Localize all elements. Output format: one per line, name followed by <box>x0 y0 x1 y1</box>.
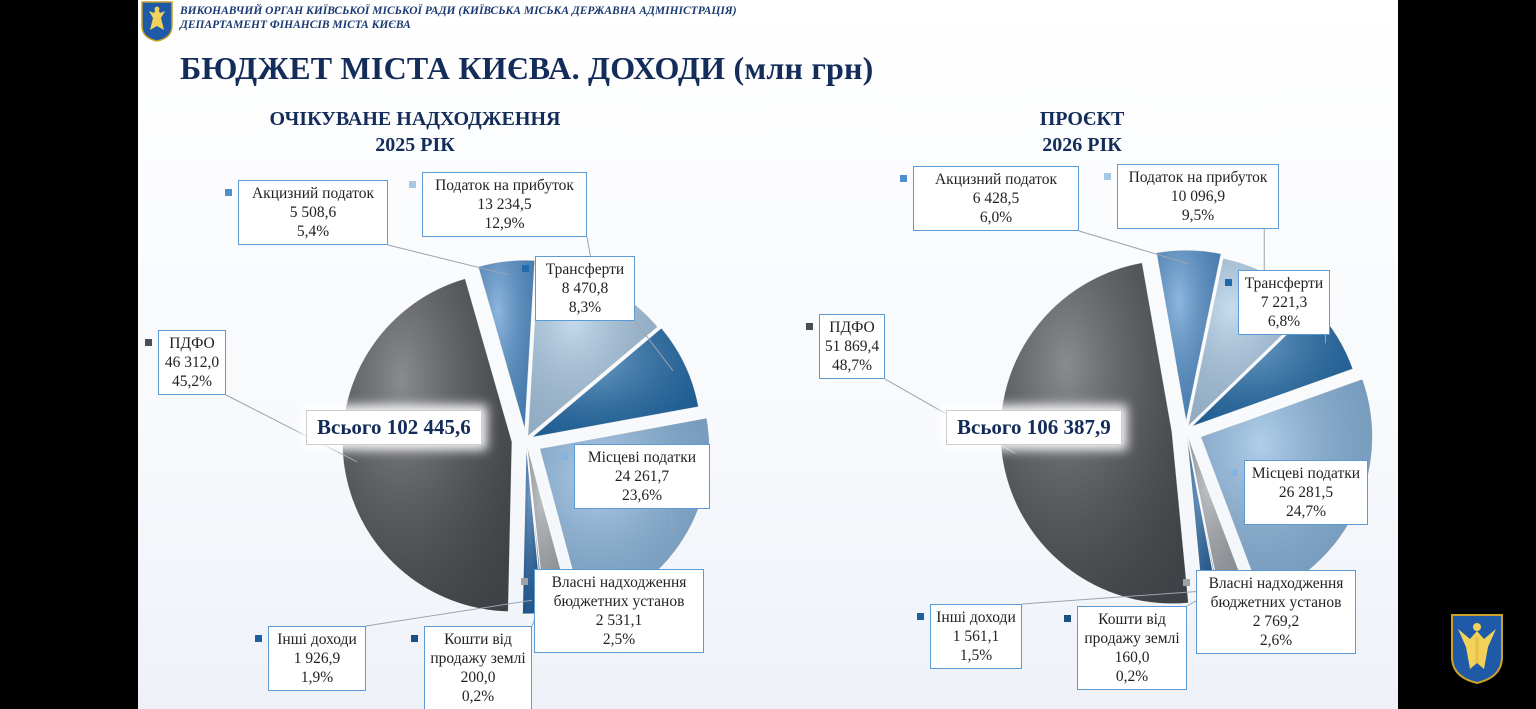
data-label-kosty <box>424 626 532 709</box>
slice-name: ПДФО <box>829 319 875 336</box>
slice-percent: 2,6% <box>1259 632 1293 649</box>
slice-name: Трансферти <box>1244 275 1324 292</box>
kyiv-archangel-emblem-icon <box>1450 613 1504 685</box>
slice-percent: 12,9% <box>484 215 525 232</box>
data-label-inshi <box>930 604 1022 669</box>
data-label-misceviy <box>574 444 710 509</box>
slice-percent: 0,2% <box>1115 668 1149 685</box>
slice-percent: 9,5% <box>1181 207 1215 224</box>
legend-marker-misceviy <box>1231 469 1238 476</box>
legend-marker-akcyz <box>225 189 232 196</box>
legend-marker-pdfo <box>806 323 813 330</box>
data-label-pdfo <box>158 330 226 395</box>
slice-value: 46 312,0 <box>164 354 220 371</box>
slice-name: Місцеві податки <box>1251 465 1361 482</box>
budget-slide <box>138 0 1398 709</box>
slice-name: Власні надходження бюджетних установ <box>1208 575 1344 611</box>
legend-marker-kosty <box>411 635 418 642</box>
slice-percent: 23,6% <box>621 487 663 504</box>
slice-value: 10 096,9 <box>1170 188 1226 205</box>
slice-value: 2 531,1 <box>595 612 643 629</box>
slice-value: 26 281,5 <box>1278 484 1334 501</box>
data-label-misceviy <box>1244 460 1368 525</box>
slice-percent: 1,9% <box>300 669 334 686</box>
legend-marker-vlasni <box>521 578 528 585</box>
header-org-line: ВИКОНАВЧИЙ ОРГАН КИЇВСЬКОЇ МІСЬКОЇ РАДИ (КИЇВСЬКА МІСЬКА ДЕРЖАВНА АДМІНІСТРАЦІЯ) <box>180 5 737 17</box>
data-label-inshi <box>268 626 366 691</box>
slice-name: Інші доходи <box>277 631 357 648</box>
total-label: Всього 106 387,9 <box>946 410 1122 445</box>
slice-value: 13 234,5 <box>477 196 532 213</box>
data-label-akcyz <box>913 166 1079 231</box>
data-label-pdfo <box>819 314 885 379</box>
chart-2026-title-line2: 2026 РІК <box>1042 134 1122 156</box>
legend-marker-inshi <box>255 635 262 642</box>
chart-2025-title-line1: ОЧІКУВАНЕ НАДХОДЖЕННЯ <box>269 108 561 130</box>
chart-2025-title-line2: 2025 РІК <box>375 134 455 156</box>
total-label: Всього 102 445,6 <box>306 410 482 445</box>
slice-value: 7 221,3 <box>1260 294 1308 311</box>
slice-percent: 5,4% <box>296 223 330 240</box>
slice-percent: 6,0% <box>979 209 1013 226</box>
data-label-prybutok <box>1117 164 1279 229</box>
slice-percent: 2,5% <box>602 631 636 648</box>
slice-value: 1 926,9 <box>293 650 341 667</box>
slice-value: 24 261,7 <box>614 468 670 485</box>
slice-name: Акцизний податок <box>934 171 1057 188</box>
pie-slice-shade-pdfo <box>342 278 512 611</box>
slice-value: 160,0 <box>1114 649 1150 666</box>
slice-name: Власні надходження бюджетних установ <box>551 574 687 610</box>
slice-name: Кошти від продажу землі <box>1084 611 1180 647</box>
slice-value: 5 508,6 <box>289 204 337 221</box>
slice-name: Податок на прибуток <box>435 177 574 194</box>
slice-name: Кошти від продажу землі <box>430 631 526 667</box>
data-label-vlasni <box>1196 570 1356 654</box>
data-label-transfery <box>1238 270 1330 335</box>
legend-marker-inshi <box>917 613 924 620</box>
slice-percent: 6,8% <box>1267 313 1301 330</box>
leader-line-inshi <box>366 600 532 626</box>
slice-name: Податок на прибуток <box>1128 169 1268 186</box>
slice-value: 1 561,1 <box>952 628 1000 645</box>
slice-percent: 45,2% <box>171 373 213 390</box>
slice-name: Інші доходи <box>936 609 1016 626</box>
slice-value: 200,0 <box>460 669 496 686</box>
data-label-kosty <box>1077 606 1187 690</box>
slice-name: Акцизний податок <box>251 185 374 202</box>
slice-name: ПДФО <box>169 335 215 352</box>
header-department-line: ДЕПАРТАМЕНТ ФІНАНСІВ МІСТА КИЄВА <box>180 19 411 31</box>
slice-name: Трансферти <box>545 261 625 278</box>
legend-marker-akcyz <box>900 175 907 182</box>
slice-name: Місцеві податки <box>587 449 697 466</box>
legend-marker-misceviy <box>561 453 568 460</box>
data-label-akcyz <box>238 180 388 245</box>
slice-percent: 48,7% <box>831 357 873 374</box>
legend-marker-vlasni <box>1183 579 1190 586</box>
legend-marker-transfery <box>522 265 529 272</box>
slice-percent: 1,5% <box>959 647 993 664</box>
slice-percent: 24,7% <box>1285 503 1327 520</box>
legend-marker-transfery <box>1225 279 1232 286</box>
slice-percent: 0,2% <box>461 688 495 705</box>
legend-marker-prybutok <box>409 181 416 188</box>
legend-marker-prybutok <box>1104 173 1111 180</box>
slice-value: 51 869,4 <box>824 338 880 355</box>
slice-value: 6 428,5 <box>972 190 1020 207</box>
slice-percent: 8,3% <box>568 299 602 316</box>
slice-value: 2 769,2 <box>1252 613 1300 630</box>
legend-marker-kosty <box>1064 615 1071 622</box>
data-label-transfery <box>535 256 635 321</box>
slice-value: 8 470,8 <box>561 280 609 297</box>
page-title: БЮДЖЕТ МІСТА КИЄВА. ДОХОДИ (млн грн) <box>180 50 874 86</box>
legend-marker-pdfo <box>145 339 152 346</box>
leader-line-akcyz <box>1079 231 1189 264</box>
chart-2026-title-line1: ПРОЄКТ <box>1039 108 1125 130</box>
data-label-vlasni <box>534 569 704 653</box>
leader-line-akcyz <box>388 245 508 275</box>
data-label-prybutok <box>422 172 587 237</box>
